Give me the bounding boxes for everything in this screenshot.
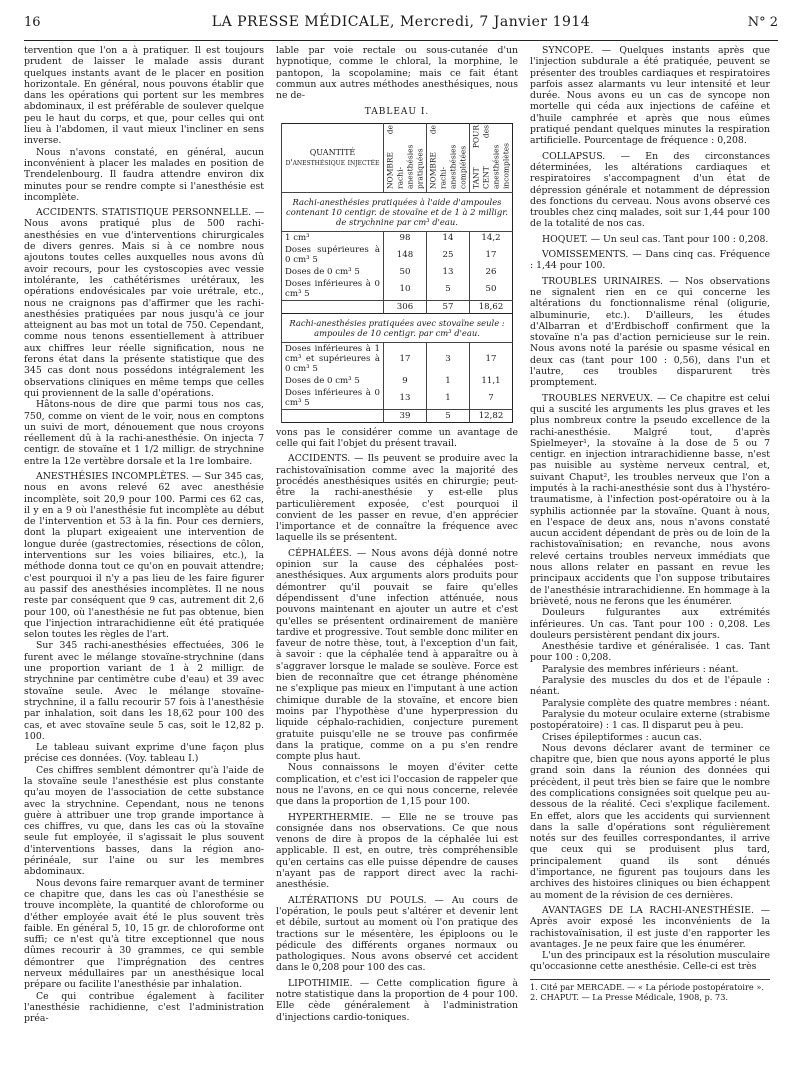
table-cell: 14,2 (470, 231, 513, 244)
paragraph: AVANTAGES DE LA RACHI-ANESTHÉSIE. — Après avoir exposé les inconvénients de la rachistovaïnisation, il est juste d'en rapporter les avantages. Je ne peux faire que les énumérer. (530, 904, 770, 950)
table-title: TABLEAU I. (364, 107, 430, 118)
paragraph: TROUBLES URINAIRES. — Nos observations ne signalent rien en ce qui concerne les altérations du fonctionnalisme rénal (oligurie, albuminurie, etc.). D'ailleurs, les études d'Albarran et d'Erdbischoff confirment que la stovaïne n'a pas d'action pernicieuse sur le rein. Nous avons noté la parésie ou spasme vésical en deux cas (tant pour 100 : 0,56), dans l'un et l'autre, ces troubles disparurent très promptement. (530, 275, 770, 389)
paragraph: COLLAPSUS. — En des circonstances déterminées, les altérations cardiaques et respiratoires s'accompagnent d'un état de dépression générale et notamment de dépression des fonctions du cerveau. Nous avons observé ces troubles chez cinq malades, soit sur 1,44 pour 100 de la totalité de nos cas. (530, 150, 770, 230)
column-middle (276, 45, 518, 1075)
table-row (282, 375, 513, 387)
paragraph: Ce qui contribue également à faciliter l'anesthésie rachidienne, c'est l'administration préa- (24, 990, 264, 1025)
paragraph: Paralysie des membres inférieurs : néant. (542, 663, 739, 675)
table-cell: 148 (384, 244, 427, 266)
table-cell: 13 (427, 266, 470, 278)
paragraph: lable par voie rectale ou sous-cutanée d'un hypnotique, comme le chloral, la morphine, le pantopon, la scopolamine; mais ce fait étant commun aux autres méthodes anesthésiques, nous ne de- (276, 45, 518, 102)
paragraph: L'un des principaux est la résolution musculaire qu'occasionne cette anesthésie. Celle-ci est très (530, 950, 770, 973)
table-cell-label: Doses inférieures à 0 cm³ 5 (282, 278, 384, 301)
paragraph: TROUBLES NERVEUX. — Ce chapitre est celui qui a suscité les arguments les plus graves et les plus nombreux contre la pseudo excellence de la rachi-anesthésie. Malgré tout, d'après Spielmeyer¹, la stovaïne à la dose de 5 ou 7 centigr. en injection intrarachidienne basse, n'est pas nuisible au système nerveux central, et, suivant Chaput², les troubles nerveux que l'on a imputés à la rachi-anesthésie sont dus à l'hystéro-traumatisme, à l'infection post-opératoire ou à la syphilis actionnée par la stovaïne. Quant à nous, en l'espace de deux ans, nous n'avons constaté aucun accident dépendant de près ou de loin de la rachistovaïnisation; en revanche, nous avons relevé certains troubles nerveux immédiats que nous allons relater en passant en revue les principaux accidents que l'on suppose tributaires de l'anesthésie intrarachidienne. En hommage à la brièveté, nous ne ferons que les énumérer. (530, 392, 770, 607)
paragraph: Hâtons-nous de dire que parmi tous nos cas, 750, comme on vient de le voir, nous en comptons un suivi de mort, dénouement que nous croyons réellement dû à la rachi-anesthésie. On injecta 7 centigr. de stovaïne et 1 1/2 milligr. de strychnine entre la 12e vertèbre dorsale et la 1re lombaire. (24, 399, 264, 467)
paragraph: Paralysie complète des quatre membres : néant. (542, 697, 770, 709)
table-group-caption: Rachi-anesthésies pratiquées à l'aide d'ampoules contenant 10 centigr. de stovaïne et de 1 à 2 milligr. de strychnine par cm³ d'eau. (282, 192, 513, 231)
paragraph: SYNCOPE. — Quelques instants après que l'injection subdurale a été pratiquée, peuvent se présenter des troubles cardiaques et respiratoires parfois assez alarmants vu leur intensité et leur durée. Nous avons eu un cas de syncope non mortelle qui céda aux injections de caféine et d'huile camphrée et après que nous eûmes pratiqué pendant quelques minutes la respiration artificielle. Pourcentage de fréquence : 0,208. (530, 45, 770, 147)
paragraph: Sur 345 rachi-anesthésies effectuées, 306 le furent avec le mélange stovaïne-strychnine (dans une proportion variant de 1 à 2 milligr. de strychnine par centimètre cube d'eau) et 39 avec stovaïne seule. Avec le mélange stovaïne-strychnine, il a fallu recourir 57 fois à l'anesthésie par inhalation, soit dans les 18,62 pour 100 des cas, et avec stovaïne seule 5 cas, soit le 12,82 p. 100. (24, 640, 264, 742)
table-cell: 306 (384, 300, 427, 313)
paragraph: Paralysie des muscles du dos et de l'épaule : néant. (530, 675, 770, 698)
table-cell-label: 1 cm³ (282, 231, 384, 244)
paragraph: Ces chiffres semblent démontrer qu'à l'aide de la stovaïne seule l'anesthésie est plus constante qu'au moyen de l'association de cette substance avec la strychnine. Cependant, nous ne tenons guère à attribuer une trop grande importance à ces chiffres, vu que, dans les cas où la stovaïne seule fut employée, il s'agissait le plus souvent d'interventions basses, dans la région ano-périnéale, sur l'aine ou sur les membres abdominaux. (24, 764, 264, 878)
column-left (24, 45, 264, 1075)
table-cell: 50 (384, 266, 427, 278)
paragraph: Nous devons déclarer avant de terminer ce chapitre que, bien que nous ayons apporté le plus grand soin dans la réunion des données qui précèdent, il peut très bien se faire que le nombre des complications consignées soit quelque peu au-dessous de la réalité. Ceci s'explique facilement. En effet, alors que les accidents qui surviennent dans la salle d'opérations sont régulièrement notés sur des feuilles correspondantes, il arrive que ceux qui se produisent plus tard, principalement quand ils sont dénués d'importance, ne figurent pas toujours dans les archives des histoires cliniques ou bien échappent au moment de la révision de ces dernières. (530, 742, 770, 901)
table-cell: 98 (384, 231, 427, 244)
paragraph: HYPERTHERMIE. — Elle ne se trouve pas consignée dans nos observations. Ce que nous venons de dire à propos de la céphalée lui est applicable. Il est, en outre, très compréhensible qu'en certains cas elle puisse dépendre de causes n'ayant pas de rapport direct avec la rachi-anesthésie. (276, 811, 518, 891)
page-header (24, 14, 778, 41)
table-header-quantity: QUANTITÉ d'anesthésique injectée (282, 123, 384, 192)
table-cell: 10 (384, 278, 427, 301)
table-cell: 26 (470, 266, 513, 278)
paragraph: ALTÉRATIONS DU POULS. — Au cours de l'opération, le pouls peut s'altérer et devenir lent et débile, surtout au moment où l'on pratique des tractions sur le mésentère, les épiploons ou le pédicule des différents organes normaux ou pathologiques. Nous avons observé cet accident dans le 0,208 pour 100 des cas. (276, 894, 518, 974)
paragraph: vons pas le considérer comme un avantage de celle qui fait l'objet du présent travail. (276, 426, 518, 450)
table-cell-label: Doses de 0 cm³ 5 (282, 266, 384, 278)
table-cell: 5 (427, 409, 470, 422)
table-header-performed: NOMBRE de rachi-anesthésies pratiquées (384, 123, 427, 192)
table-cell: 3 (427, 342, 470, 375)
table-row (282, 266, 513, 278)
page-number: 16 (24, 15, 41, 30)
paragraph: Anesthésie tardive et généralisée. 1 cas. Tant pour 100 : 0,208. (530, 641, 770, 664)
issue-number: N° 2 (747, 15, 778, 30)
paragraph: Paralysie du moteur oculaire externe (strabisme postopératoire) : 1 cas. Il disparut peu à peu. (530, 708, 770, 732)
paragraph: Nous connaissons le moyen d'éviter cette complication, et c'est ici l'occasion de rappeler que nous ne l'avons, en ce qui nous concerne, relevée que dans la proportion de 1,15 pour 100. (276, 762, 518, 808)
footnote: 1. Cité par MERCADE. — « La période postopératoire ». (530, 981, 764, 992)
table-cell: 1 (427, 387, 470, 410)
table-cell: 12,82 (470, 409, 513, 422)
paragraph: CÉPHALÉES. — Nous avons déjà donné notre opinion sur la cause des céphalées post-anesthésiques. Aux arguments alors produits pour démontrer qu'il pouvait se faire qu'elles dépendissent d'une infection atténuée, nous pouvons maintenant en ajouter un autre et c'est qu'elles se présentent ordinairement de manière tardive et progressive. Tout semble donc militer en faveur de notre thèse, tout, à l'exception d'un fait, à savoir : que la céphalée tend à apparaître ou à s'aggraver lorsque le malade se soulève. Force est bien de reconnaître que cet étrange phénomène ne s'explique pas mieux en l'imputant à une action chimique durable de la stovaïne, et encore bien moins par l'hypothèse d'une hyperpression du liquide céphalo-rachidien, conjecture purement gratuite puisqu'elle ne se trouve pas confirmée dans la pratique, comme on a pu s'en rendre compte plus haut. (276, 547, 518, 763)
paragraph: Douleurs fulgurantes aux extrémités inférieures. Un cas. Tant pour 100 : 0,208. Les douleurs persistèrent pendant dix jours. (530, 607, 770, 641)
paragraph: tervention que l'on a à pratiquer. Il est toujours prudent de laisser le malade assis durant quelques instants avant de le placer en position horizontale. En général, nous pouvons établir que dans les opérations qui portent sur les membres abdominaux, il est préférable de soulever quelque peu le haut du corps, et que, pour celles qui ont lieu à l'abdomen, il vaut mieux l'incliner en sens inverse. (24, 45, 264, 147)
footnotes (530, 979, 770, 1002)
table-cell-label: Doses supérieures à 0 cm³ 5 (282, 244, 384, 266)
table-group-caption: Rachi-anesthésies pratiquées avec stovaïne seule : ampoules de 10 centigr. par cm³ d'eau. (282, 313, 513, 342)
footnote: 2. CHAPUT. — La Presse Médicale, 1908, p. 73. (530, 991, 729, 1002)
table-cell: 17 (470, 342, 513, 375)
table-cell: 50 (470, 278, 513, 301)
table-cell-label: Doses inférieures à 0 cm³ 5 (282, 387, 384, 410)
statistics-table (281, 123, 513, 423)
table-cell: 18,62 (470, 300, 513, 313)
table-cell-label: Doses de 0 cm³ 5 (282, 375, 384, 387)
table-cell: 39 (384, 409, 427, 422)
table-cell: 7 (470, 387, 513, 410)
table-cell: 5 (427, 278, 470, 301)
table-total-row (282, 300, 513, 313)
table-cell: 11,1 (470, 375, 513, 387)
table-row (282, 231, 513, 244)
table-total-row (282, 409, 513, 422)
table-cell: 13 (384, 387, 427, 410)
table-header-percent: TANT POUR CENT des anesthésies incomplètes (470, 123, 513, 192)
journal-title: LA PRESSE MÉDICALE, Mercredi, 7 Janvier 1914 (211, 14, 591, 30)
paragraph: Le tableau suivant exprime d'une façon plus précise ces données. (Voy. tableau I.) (24, 742, 264, 765)
paragraph: ACCIDENTS. STATISTIQUE PERSONNELLE. — Nous avons pratiqué plus de 500 rachi-anesthésies en vue d'interventions chirurgicales de divers genres. Mais si à ce nombre nous ajoutons toutes celles auxquelles nous avons dû avoir recours, pour les cystoscopies avec vessie intolérante, les cathétérismes urétéraux, les opérations endovésicales par voie urétrale, etc., nous ne craignons pas d'affirmer que les rachi-anesthésies pratiquées par nous jusqu'à ce jour atteignent au bas mot un total de 750. Cependant, comme nous tenons essentiellement à attribuer aux chiffres leur réelle signification, nous ne ferons état dans la présente statistique que des 345 cas dont nous possédons intégralement les observations cliniques en même temps que celles qui proviennent de la salle d'opérations. (24, 207, 264, 399)
table-cell: 9 (384, 375, 427, 387)
table-header-completed: NOMBRE de rachi-anesthésies complétées (427, 123, 470, 192)
table-cell-label: Doses inférieures à 1 cm³ et supérieures à 0 cm³ 5 (282, 342, 384, 375)
paragraph: HOQUET. — Un seul cas. Tant pour 100 : 0,208. (542, 233, 769, 245)
paragraph: Nous n'avons constaté, en général, aucun inconvénient à placer les malades en position de Trendelenbourg. Il faudra attendre environ dix minutes pour se rendre compte si l'anesthésie est incomplète. (24, 146, 264, 203)
table-row (282, 342, 513, 375)
paragraph: ACCIDENTS. — Ils peuvent se produire avec la rachistovaïnisation comme avec la majorité des procédés anesthésiques usités en chirurgie; peut-être la rachi-anesthésie y est-elle plus particulièrement exposée, c'est pourquoi il convient de les passer en revue, d'en apprécier l'importance et de connaître la fréquence avec laquelle ils se présentent. (276, 453, 518, 544)
paragraph: Crises épileptiformes : aucun cas. (542, 731, 702, 743)
paragraph: VOMISSEMENTS. — Dans cinq cas. Fréquence : 1,44 pour 100. (530, 249, 770, 272)
table-cell: 17 (384, 342, 427, 375)
table-row (282, 387, 513, 410)
table-cell: 14 (427, 231, 470, 244)
paragraph: Nous devons faire remarquer avant de terminer ce chapitre que, dans les cas où l'anesthésie se trouve incomplète, la quantité de chloroforme ou d'éther employée avait été le plus souvent très faible. En général 5, 10, 15 gr. de chloroforme ont suffi; ce n'est qu'à titre exceptionnel que nous dûmes recourir à 30 grammes, ce qui semble démontrer que l'imprégnation des centres nerveux médullaires par un anesthésique local prépare ou facilite l'anesthésie par inhalation. (24, 877, 264, 991)
table-row (282, 278, 513, 301)
paragraph: LIPOTHIMIE. — Cette complication figure à notre statistique dans la proportion de 4 pour 100. Elle cède généralement à l'administration d'injections cardio-toniques. (276, 977, 518, 1023)
table-row (282, 244, 513, 266)
table-cell: 25 (427, 244, 470, 266)
table-cell: 1 (427, 375, 470, 387)
column-right (530, 45, 770, 1075)
table-cell: 57 (427, 300, 470, 313)
paragraph: ANESTHÉSIES INCOMPLÈTES. — Sur 345 cas, nous en avons relevé 62 avec anesthésie incomplète, soit 20,9 pour 100. Parmi ces 62 cas, il y en a 9 où l'anesthésie fut incomplète au début de l'intervention et 53 à la fin. Pour ces derniers, dont la plupart exigeaient une intervention de longue durée (gastrectomies, résections de côlon, interventions sur les voies biliaires, etc.), la méthode donna tout ce qu'on en pouvait attendre; c'est pourquoi il n'y a pas lieu de les faire figurer au passif des anesthésies incomplètes. Il ne nous reste par conséquent que 9 cas, autrement dit 2,6 pour 100, où l'anesthésie ne fut pas obtenue, bien que l'injection intrarachidienne eût été pratiquée selon toutes les règles de l'art. (24, 470, 264, 641)
table-cell: 17 (470, 244, 513, 266)
